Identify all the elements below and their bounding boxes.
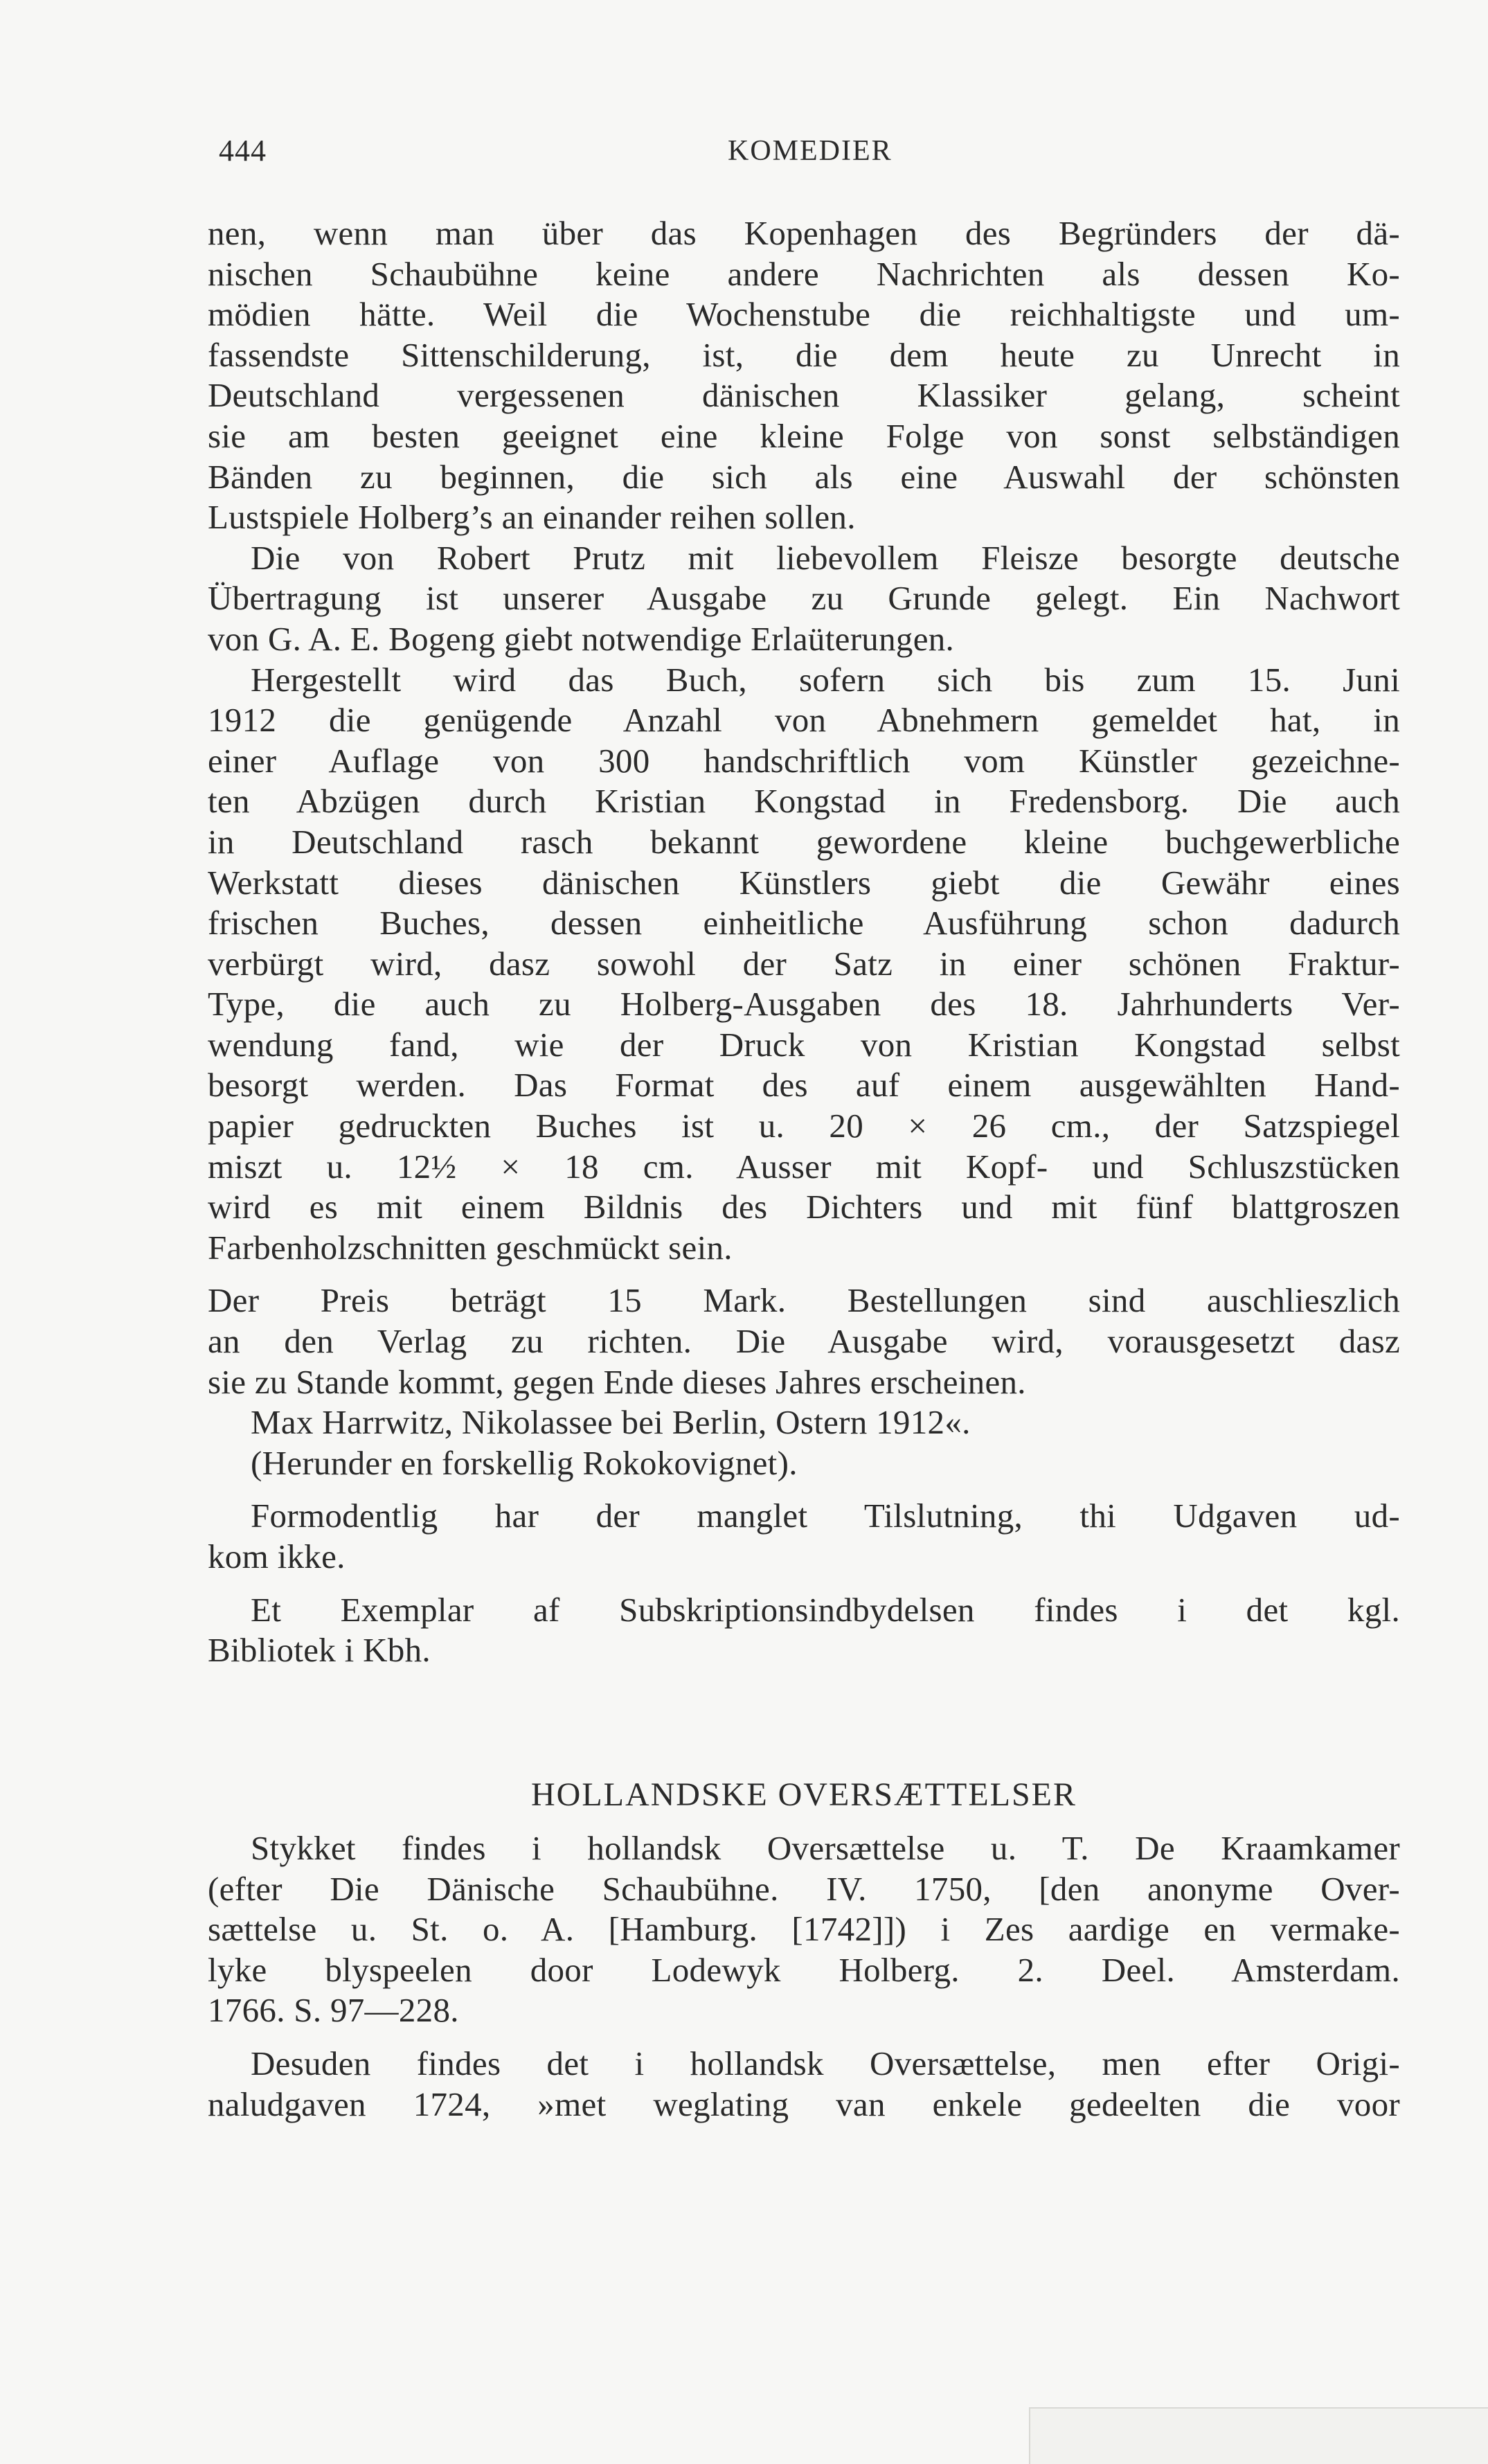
text-line: miszt u. 12½ × 18 cm. Ausser mit Kopf- und Schluszstücken	[208, 1147, 1400, 1186]
text-line: lyke blyspeelen door Lodewyk Holberg. 2. Deel. Amsterdam.	[208, 1950, 1400, 1989]
page-header	[219, 130, 1396, 172]
text-line: Deutschland vergessenen dänischen Klassiker gelang, scheint	[208, 376, 1400, 415]
text-line: papier gedruckten Buches ist u. 20 × 26 cm., der Satzspiegel	[208, 1107, 1400, 1145]
text-line: von G. A. E. Bogeng giebt notwendige Erlaüterungen.	[208, 619, 955, 658]
text-line: Die von Robert Prutz mit liebevollem Fleisze besorgte deutsche	[251, 538, 1400, 577]
text-line: sættelse u. St. o. A. [Hamburg. [1742]]) i Zes aardige en vermake-	[208, 1910, 1400, 1949]
text-line: Max Harrwitz, Nikolassee bei Berlin, Ostern 1912«.	[251, 1403, 971, 1442]
text-line: ten Abzügen durch Kristian Kongstad in Fredensborg. Die auch	[208, 782, 1400, 821]
text-line: 1766. S. 97—228.	[208, 1991, 459, 2030]
text-line: Formodentlig har der manglet Tilslutning, thi Udgaven ud-	[251, 1497, 1400, 1535]
paragraph-gap	[208, 1483, 1400, 1496]
running-head: KOMEDIER	[728, 135, 893, 167]
text-line: Et Exemplar af Subskriptionsindbydelsen findes i det kgl.	[251, 1590, 1400, 1629]
main-text-block	[208, 213, 1400, 1671]
text-line: (efter Die Dänische Schaubühne. IV. 1750, [den anonyme Over-	[208, 1869, 1400, 1908]
text-line: einer Auflage von 300 handschriftlich vom Künstler gezeichne-	[208, 741, 1400, 780]
text-line: Der Preis beträgt 15 Mark. Bestellungen sind auschlieszlich	[208, 1281, 1400, 1320]
text-line: Werkstatt dieses dänischen Künstlers giebt die Gewähr eines	[208, 863, 1400, 902]
text-line: frischen Buches, dessen einheitliche Ausführung schon dadurch	[208, 904, 1400, 943]
paragraph-gap	[208, 2031, 1400, 2044]
text-line: Lustspiele Holberg’s an einander reihen sollen.	[208, 498, 856, 537]
text-line: verbürgt wird, dasz sowohl der Satz in einer schönen Fraktur-	[208, 944, 1400, 983]
text-line: Hergestellt wird das Buch, sofern sich bis zum 15. Juni	[251, 660, 1400, 699]
text-line: nen, wenn man über das Kopenhagen des Begründers der dä-	[208, 214, 1400, 252]
text-line: an den Verlag zu richten. Die Ausgabe wird, vorausgesetzt dasz	[208, 1322, 1400, 1361]
text-line: in Deutschland rasch bekannt gewordene kleine buchgewerbliche	[208, 822, 1400, 861]
text-line: Farbenholzschnitten geschmückt sein.	[208, 1228, 733, 1267]
text-line: (Herunder en forskellig Rokokovignet).	[251, 1443, 798, 1482]
paragraph-gap	[208, 1578, 1400, 1590]
scan-edge-mark	[1029, 2407, 1488, 2464]
section-heading: HOLLANDSKE OVERSÆTTELSER	[531, 1776, 1077, 1813]
text-line: 1912 die genügende Anzahl von Abnehmern gemeldet hat, in	[208, 701, 1400, 740]
text-line: sie zu Stande kommt, gegen Ende dieses Jahres erscheinen.	[208, 1362, 1026, 1401]
text-line: Stykket findes i hollandsk Oversættelse u. T. De Kraamkamer	[251, 1829, 1400, 1867]
text-line: fassendste Sittenschilderung, ist, die dem heute zu Unrecht in	[208, 335, 1400, 374]
page-number: 444	[219, 134, 267, 168]
paragraph-gap	[208, 1268, 1400, 1280]
text-line: naludgaven 1724, »met weglating van enkele gedeelten die voor	[208, 2084, 1400, 2123]
text-line: nischen Schaubühne keine andere Nachrichten als dessen Ko-	[208, 254, 1400, 293]
text-line: Übertragung ist unserer Ausgabe zu Grunde gelegt. Ein Nachwort	[208, 579, 1400, 618]
text-line: kom ikke.	[208, 1537, 346, 1575]
text-line: Desuden findes det i hollandsk Oversættelse, men efter Origi-	[251, 2044, 1400, 2082]
text-line: Bibliotek i Kbh.	[208, 1631, 431, 1670]
text-line: mödien hätte. Weil die Wochenstube die reichhaltigste und um-	[208, 295, 1400, 334]
text-line: Type, die auch zu Holberg-Ausgaben des 18. Jahrhunderts Ver-	[208, 985, 1400, 1024]
dutch-section-text	[208, 1828, 1400, 2125]
text-line: wird es mit einem Bildnis des Dichters und mit fünf blattgroszen	[208, 1188, 1400, 1226]
text-line: sie am besten geeignet eine kleine Folge von sonst selbständigen	[208, 416, 1400, 455]
text-line: wendung fand, wie der Druck von Kristian Kongstad selbst	[208, 1025, 1400, 1064]
text-line: Bänden zu beginnen, die sich als eine Auswahl der schönsten	[208, 457, 1400, 496]
text-line: besorgt werden. Das Format des auf einem ausgewählten Hand-	[208, 1066, 1400, 1105]
